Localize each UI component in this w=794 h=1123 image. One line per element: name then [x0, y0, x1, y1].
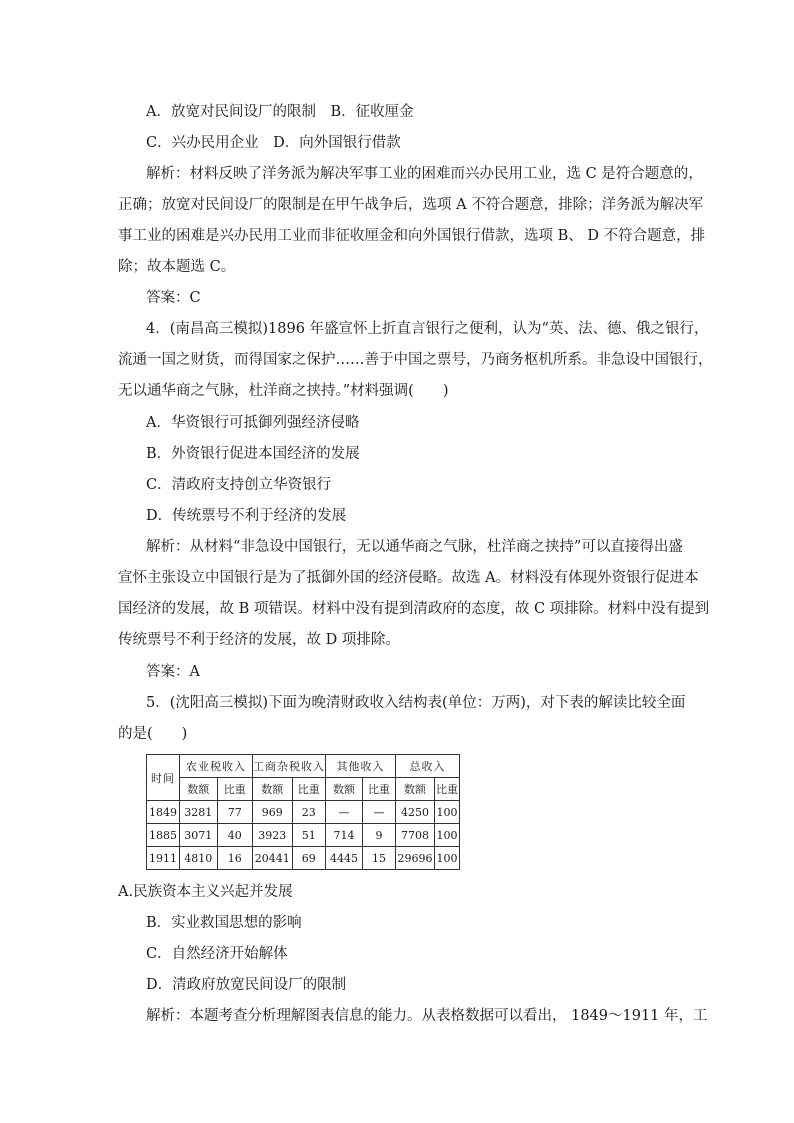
table-header-group: 农业税收入 [180, 755, 253, 778]
option-line: A．华资银行可抵御列强经济侵略 [146, 415, 360, 431]
question-line: 无以通华商之气脉，杜洋商之挟持。”材料强调( ) [118, 383, 449, 399]
question-line: 5．(沈阳高三模拟)下面为晚清财政收入结构表(单位：万两)，对下表的解读比较全面 [146, 695, 686, 711]
table-cell: 29696 [396, 847, 435, 870]
table-subheader: 比重 [363, 778, 396, 801]
table-cell: 3281 [180, 801, 218, 824]
table-header-group: 总收入 [396, 755, 460, 778]
table-cell: 3071 [180, 824, 218, 847]
question-line: 流通一国之财货，而得国家之保护……善于中国之票号，乃商务枢机所系。非急设中国银行， [118, 352, 713, 368]
option-line: A.民族资本主义兴起并发展 [118, 884, 293, 900]
table-cell: 16 [217, 847, 253, 870]
explanation-line: 解析：材料反映了洋务派为解决军事工业的困难而兴办民用工业，选 C 是符合题意的， [146, 166, 703, 182]
table-row [147, 847, 460, 870]
table-cell: — [326, 801, 363, 824]
option-line: B．实业救国思想的影响 [146, 915, 302, 931]
explanation-line: 国经济的发展，故 B 项错误。材料中没有提到清政府的态度，故 C 项排除。材料中没有提到 [118, 601, 710, 617]
explanation-line: 解析：从材料“非急设中国银行，无以通华商之气脉，杜洋商之挟持”可以直接得出盛 [146, 539, 683, 555]
table-cell: 23 [292, 801, 325, 824]
table-subheader: 数额 [180, 778, 218, 801]
explanation-line: 传统票号不利于经济的发展，故 D 项排除。 [118, 632, 400, 648]
table-cell: 7708 [396, 824, 435, 847]
option-line: C．兴办民用企业 D．向外国银行借款 [146, 135, 401, 151]
option-line: C．清政府支持创立华资银行 [146, 477, 332, 493]
table-cell: 100 [435, 847, 460, 870]
option-line: D．传统票号不利于经济的发展 [146, 508, 347, 524]
explanation-line: 事工业的困难是兴办民用工业而非征收厘金和向外国银行借款，选项 B、 D 不符合题意，排 [118, 228, 706, 244]
table-cell: 15 [363, 847, 396, 870]
table-row [147, 801, 460, 824]
option-line: B．外资银行促进本国经济的发展 [146, 446, 360, 462]
table-cell: 40 [217, 824, 253, 847]
table-header-group: 工商杂税收入 [253, 755, 326, 778]
explanation-line: 除；故本题选 C。 [118, 259, 236, 275]
table-header-time: 时间 [147, 755, 180, 801]
table-subheader: 数额 [396, 778, 435, 801]
table-subheader: 数额 [253, 778, 293, 801]
table-cell: 1885 [147, 824, 180, 847]
table-cell: 3923 [253, 824, 293, 847]
explanation-line: 解析：本题考查分析理解图表信息的能力。从表格数据可以看出， 1849～1911 年，工 [146, 1008, 708, 1024]
table-cell: — [363, 801, 396, 824]
table-cell: 100 [435, 801, 460, 824]
table-row [147, 824, 460, 847]
table-header-group: 其他收入 [326, 755, 396, 778]
explanation-line: 宣怀主张设立中国银行是为了抵御外国的经济侵略。故选 A。材料没有体现外资银行促进本 [118, 570, 699, 586]
table-cell: 969 [253, 801, 293, 824]
answer-line: 答案：A [146, 664, 200, 680]
table-cell: 4445 [326, 847, 363, 870]
question-line: 4．(南昌高三模拟)1896 年盛宣怀上折直言银行之便利，认为“英、法、德、俄之银行， [146, 321, 709, 337]
table-cell: 714 [326, 824, 363, 847]
table-cell: 100 [435, 824, 460, 847]
option-line: C．自然经济开始解体 [146, 946, 288, 962]
table-cell: 4810 [180, 847, 218, 870]
table-cell: 20441 [253, 847, 293, 870]
option-line: A．放宽对民间设厂的限制 B．征收厘金 [146, 104, 414, 120]
table-subheader: 数额 [326, 778, 363, 801]
table-subheader: 比重 [435, 778, 460, 801]
answer-line: 答案：C [146, 290, 201, 306]
table-subheader: 比重 [217, 778, 253, 801]
table-cell: 4250 [396, 801, 435, 824]
explanation-line: 正确；放宽对民间设厂的限制是在甲午战争后，选项 A 不符合题意，排除；洋务派为解决军 [118, 197, 704, 213]
option-line: D．清政府放宽民间设厂的限制 [146, 977, 347, 993]
table-cell: 1849 [147, 801, 180, 824]
table-cell: 9 [363, 824, 396, 847]
table-cell: 1911 [147, 847, 180, 870]
table-cell: 51 [292, 824, 325, 847]
table-subheader: 比重 [292, 778, 325, 801]
table-cell: 69 [292, 847, 325, 870]
question-line: 的是( ) [118, 726, 188, 742]
finance-table [146, 754, 460, 870]
table-cell: 77 [217, 801, 253, 824]
